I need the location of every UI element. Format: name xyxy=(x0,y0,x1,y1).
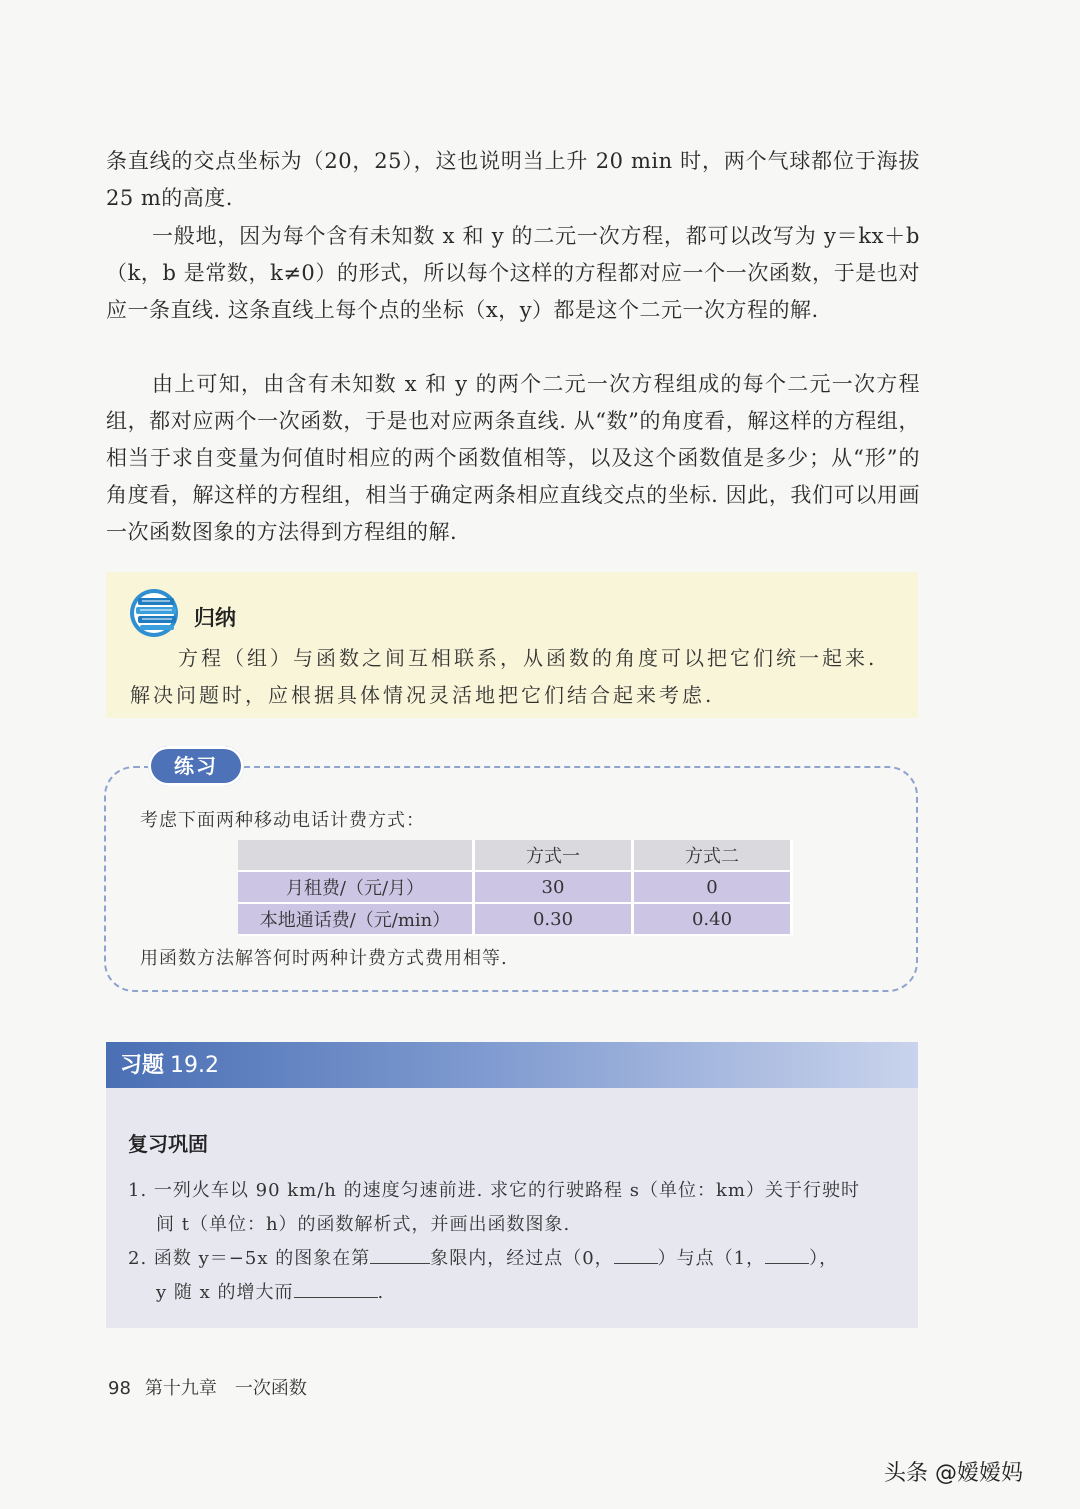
fee-table-cell: 30 xyxy=(474,871,633,903)
fee-table xyxy=(238,840,793,936)
fee-table-cell: 0.30 xyxy=(474,903,633,935)
problems-heading: 习题 xyxy=(120,1053,165,1078)
problem-2-part-d: ）， xyxy=(809,1248,839,1269)
problem-2-part-b: 象限内，经过点（0， xyxy=(430,1248,614,1269)
fee-table-cell: 月租费/（元/月） xyxy=(238,871,474,903)
fee-table-header-row xyxy=(238,840,792,871)
table-row xyxy=(238,871,792,903)
problems-header xyxy=(106,1042,918,1088)
review-section-title: 复习巩固 xyxy=(128,1132,208,1156)
problem-2-part-f: . xyxy=(377,1282,385,1303)
answer-blank[interactable] xyxy=(614,1245,658,1264)
answer-blank[interactable] xyxy=(370,1245,430,1264)
problems-title xyxy=(120,1048,219,1079)
fee-table-header: 方式二 xyxy=(633,840,792,871)
summary-title: 归纳 xyxy=(194,606,236,630)
problem-2-part-c: ）与点（1， xyxy=(657,1248,766,1269)
paragraph-system-solution: 由上可知，由含有未知数 x 和 y 的两个二元一次方程组成的每个二元一次方程组，都对应两个一次函数，于是也对应两条直线. 从“数”的角度看，解这样的方程组，相当于求自变量为何值时相应的两个函数值相等，以及这个函数值是多少；从“形”的角度看，解这样的方程组，相当于确定两条相应直线交点的坐标. 因此，我们可以用画一次函数图象的方法得到方程组的解. xyxy=(106,372,920,544)
paragraph-equation-line: 一般地，因为每个含有未知数 x 和 y 的二元一次方程，都可以改写为 y＝kx＋b（k，b 是常数，k≠0）的形式，所以每个这样的方程都对应一个一次函数，于是也对应一条直线. 这条直线上每个点的坐标（x，y）都是这个二元一次方程的解. xyxy=(106,224,920,322)
exercise-badge: 练习 xyxy=(148,746,244,786)
problem-1-line-2: 间 t（单位：h）的函数解析式，并画出函数图象. xyxy=(156,1214,571,1235)
problem-1 xyxy=(128,1174,898,1242)
problem-2-part-e: y 随 x 的增大而 xyxy=(156,1282,294,1303)
exercise-intro: 考虑下面两种移动电话计费方式： xyxy=(140,810,425,831)
fee-table-cell: 0 xyxy=(633,871,792,903)
chapter-label: 第十九章 xyxy=(144,1378,217,1399)
exercise-question: 用函数方法解答何时两种计费方式费用相等. xyxy=(140,948,508,969)
page-footer xyxy=(108,1374,307,1400)
fee-table-cell: 0.40 xyxy=(633,903,792,935)
problem-2 xyxy=(128,1242,898,1310)
summary-text: 方程（组）与函数之间互相联系，从函数的角度可以把它们统一起来. 解决问题时，应根据具体情况灵活地把它们结合起来考虑. xyxy=(130,646,878,707)
table-row xyxy=(238,903,792,935)
source-watermark: 头条 @嫒嫒妈 xyxy=(884,1461,1023,1486)
problem-2-part-a: 2. 函数 y＝−5x 的图象在第 xyxy=(128,1248,371,1269)
chapter-title: 一次函数 xyxy=(234,1378,307,1399)
problems-number: 19.2 xyxy=(170,1053,219,1078)
answer-blank[interactable] xyxy=(294,1279,378,1298)
page-number: 98 xyxy=(108,1378,131,1399)
book-stack-icon xyxy=(128,586,184,638)
problem-1-line-1: 1. 一列火车以 90 km/h 的速度匀速前进. 求它的行驶路程 s（单位：km）关于行驶时 xyxy=(128,1180,860,1201)
fee-table-cell: 本地通话费/（元/min） xyxy=(238,903,474,935)
answer-blank[interactable] xyxy=(765,1245,809,1264)
fee-table-header: 方式一 xyxy=(474,840,633,871)
fee-table-header xyxy=(238,840,474,871)
paragraph-intersection: 条直线的交点坐标为（20，25），这也说明当上升 20 min 时，两个气球都位于海拔25 m的高度. xyxy=(106,149,920,210)
summary-box xyxy=(106,572,918,718)
